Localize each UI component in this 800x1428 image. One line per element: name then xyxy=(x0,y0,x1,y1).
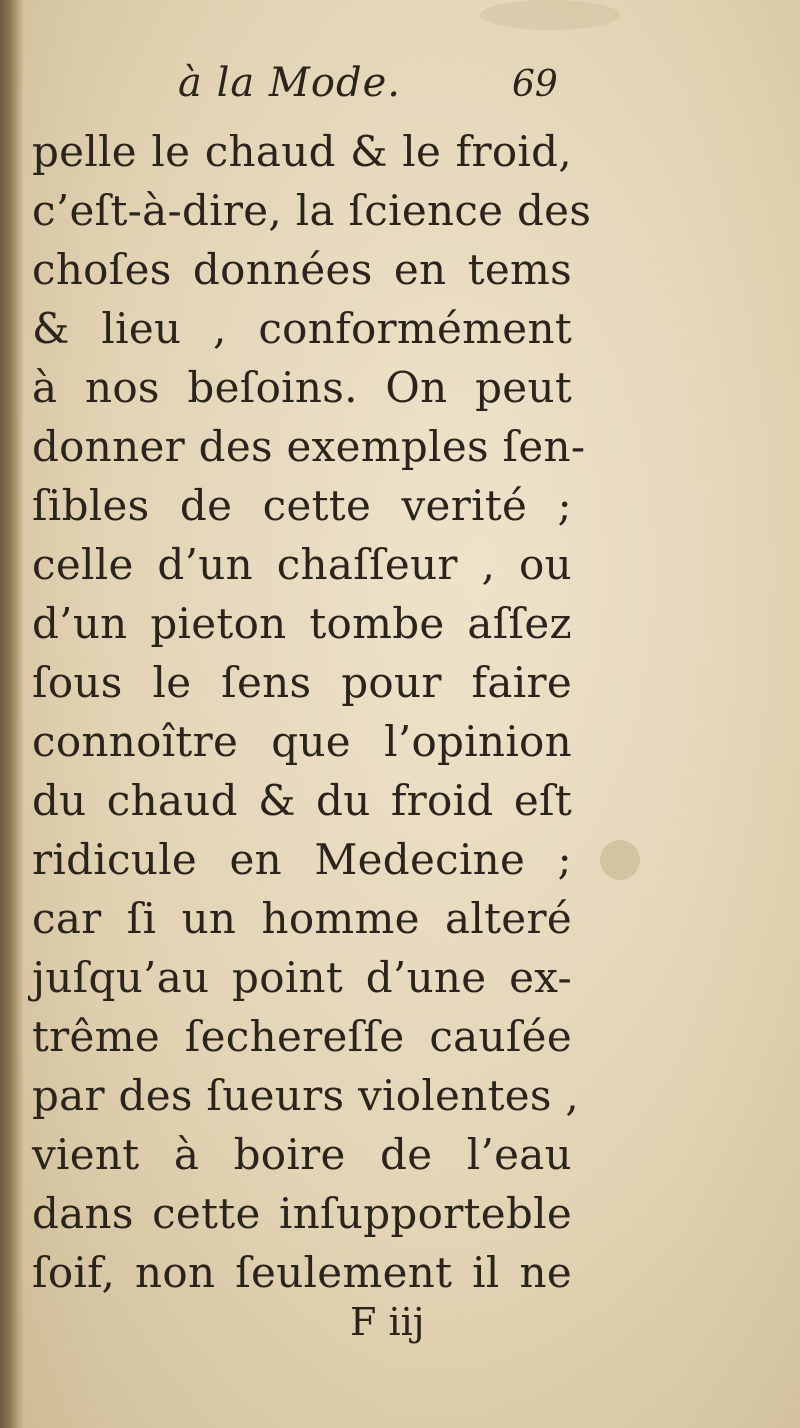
signature-mark: F iij xyxy=(350,1300,425,1344)
text-line: car ſi un homme alteré xyxy=(32,894,572,943)
text-line: & lieu , conformément xyxy=(32,304,572,353)
text-line: trême ſechereſſe cauſée xyxy=(32,1012,572,1061)
text-line: donner des exemples ſen- xyxy=(32,422,586,471)
text-line: celle d’un chaſſeur , ou xyxy=(32,540,572,589)
text-line: c’eſt-à-dire, la ſcience des xyxy=(32,186,592,235)
text-line: ſibles de cette verité ; xyxy=(32,481,572,530)
text-line: pelle le chaud & le froid, xyxy=(32,127,572,176)
text-line: connoître que l’opinion xyxy=(32,717,572,766)
page-number: 69 xyxy=(512,64,558,105)
text-line: d’un pieton tombe aſſez xyxy=(32,599,572,648)
text-line: ſous le ſens pour faire xyxy=(32,658,572,707)
text-line: par des ſueurs violentes , xyxy=(32,1071,580,1120)
text-line: ſoif, non ſeulement il ne xyxy=(32,1248,572,1297)
text-line: ridicule en Medecine ; xyxy=(32,835,572,884)
page-header xyxy=(0,60,800,120)
text-line: juſqu’au point d’une ex- xyxy=(32,953,572,1002)
paper-stain xyxy=(480,0,620,30)
text-line: choſes données en tems xyxy=(32,245,572,294)
text-line: dans cette inſupporteble xyxy=(32,1189,572,1238)
text-line: à nos beſoins. On peut xyxy=(32,363,572,412)
text-line: du chaud & du froid eſt xyxy=(32,776,572,825)
running-title: à la Mode. xyxy=(178,60,401,106)
body-text xyxy=(32,122,592,1302)
paper-stain xyxy=(600,840,640,880)
book-binding xyxy=(0,0,24,1428)
text-line: vient à boire de l’eau xyxy=(32,1130,572,1179)
